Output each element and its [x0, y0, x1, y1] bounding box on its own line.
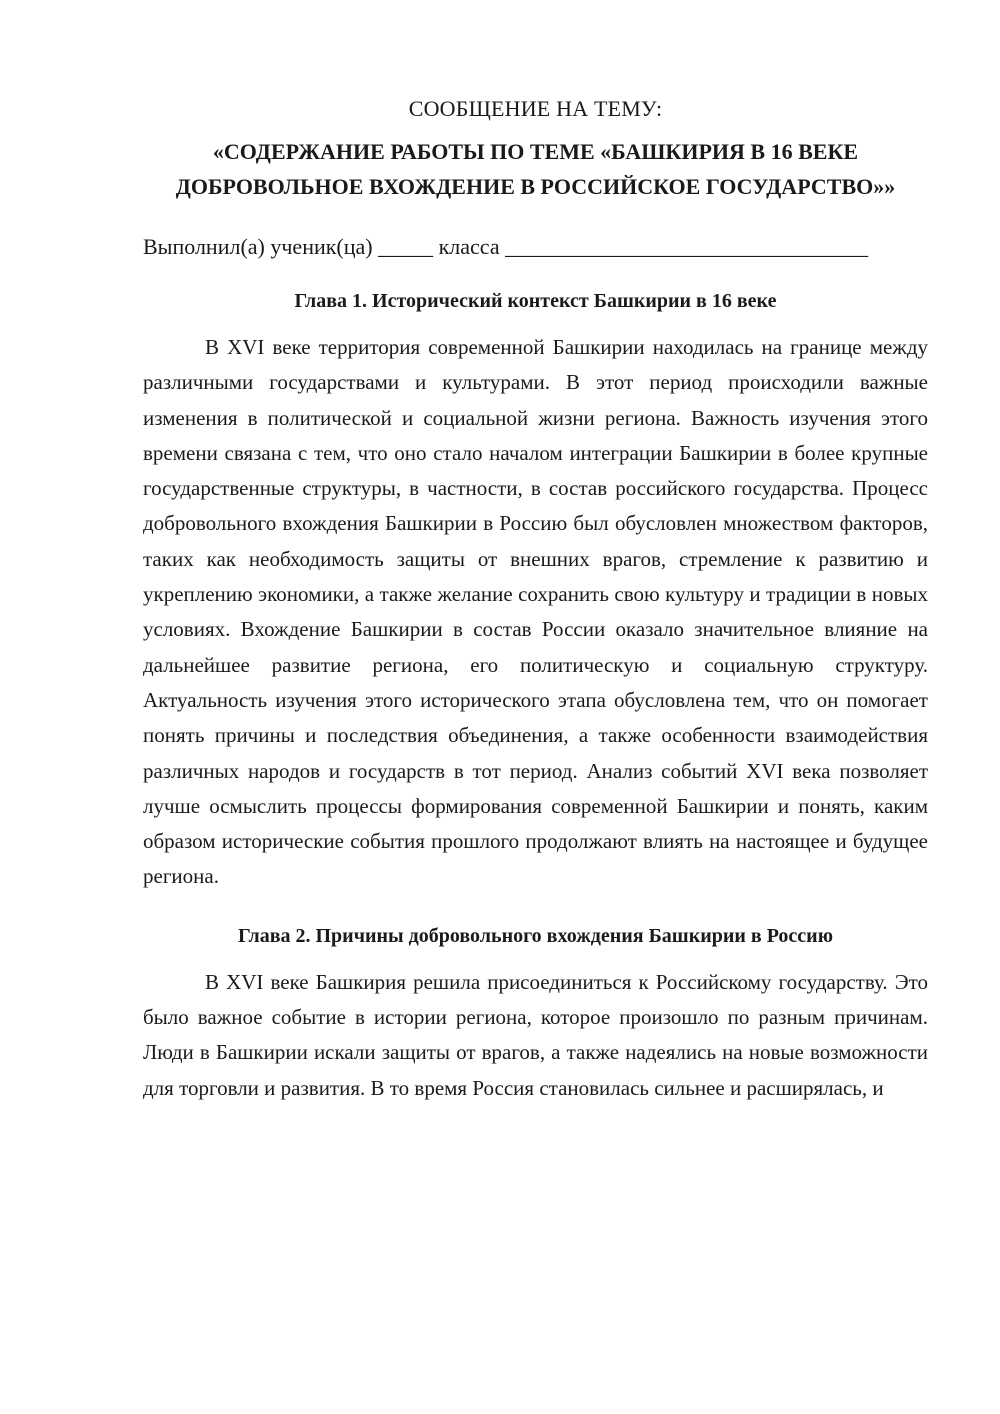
- document-page: [143, 92, 928, 1106]
- subject-label: СООБЩЕНИЕ НА ТЕМУ:: [408, 96, 663, 121]
- chapter-1-paragraph: В XVI веке территория современной Башкирии находилась на границе между различными государствами и культурами. В этот период происходили важные изменения в политической и социальной жизни региона. Важность изучения этого времени связана с тем, что оно стало началом интеграции Башкирии в более крупные государственные структуры, в частности, в состав российского государства. Процесс добровольного вхождения Башкирии в Россию был обусловлен множеством факторов, таких как необходимость защиты от внешних врагов, стремление к развитию и укреплению экономики, а также желание сохранить свою культуру и традиции в новых условиях. Вхождение Башкирии в состав России оказало значительное влияние на дальнейшее развитие региона, его политическую и социальную структуру. Актуальность изучения этого исторического этапа обусловлена тем, что он помогает понять причины и последствия объединения, а также особенности взаимодействия различных народов и государств в тот период. Анализ событий XVI века позволяет лучше осмыслить процессы формирования современной Башкирии и понять, каким образом исторические события прошлого продолжают влиять на настоящее и будущее региона.: [143, 335, 928, 889]
- chapter-2-paragraph: В XVI веке Башкирия решила присоединиться к Российскому государству. Это было важное событие в истории региона, которое произошло по разным причинам. Люди в Башкирии искали защиты от врагов, а также надеялись на новые возможности для торговли и развития. В то время Россия становилась сильнее и расширялась, и: [143, 969, 928, 1100]
- author-line: Выполнил(а) ученик(ца) _____ класса _________________________________: [143, 234, 869, 259]
- chapter-1-title: Глава 1. Исторический контекст Башкирии в 16 веке: [294, 290, 777, 312]
- chapter-2-title: Глава 2. Причины добровольного вхождения Башкирии в Россию: [238, 924, 833, 947]
- document-title: «СОДЕРЖАНИЕ РАБОТЫ ПО ТЕМЕ «БАШКИРИЯ В 16 ВЕКЕ ДОБРОВОЛЬНОЕ ВХОЖДЕНИЕ В РОССИЙСКОЕ ГОСУДАРСТВО»»: [175, 139, 896, 199]
